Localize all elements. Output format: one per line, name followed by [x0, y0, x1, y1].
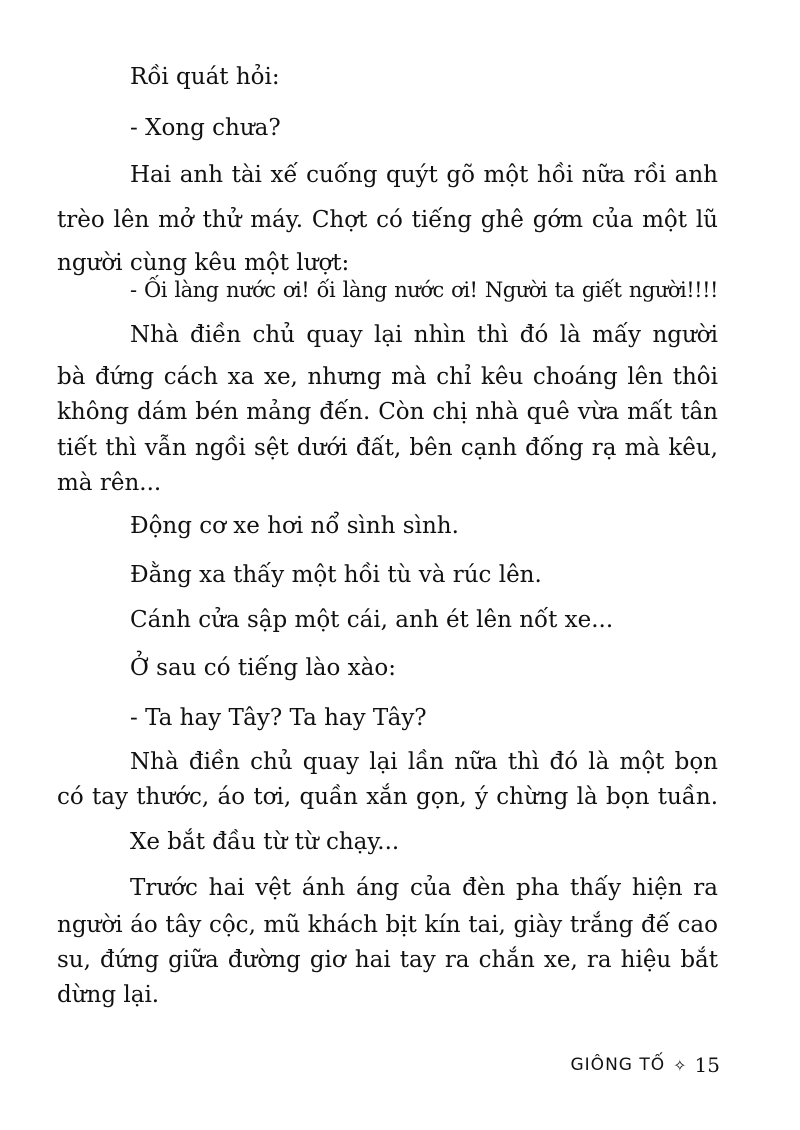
text-line: Động cơ xe hơi nổ sình sình. — [130, 513, 459, 539]
text-line: bà đứng cách xa xe, nhưng mà chỉ kêu choáng lên thôi — [57, 364, 718, 390]
text-line: trèo lên mở thử máy. Chợt có tiếng ghê gớm của một lũ — [57, 207, 718, 233]
text-line: người áo tây cộc, mũ khách bịt kín tai, giày trắng đế cao — [57, 912, 718, 938]
ornament-icon: ✧ — [673, 1055, 687, 1075]
text-line: Cánh cửa sập một cái, anh ét lên nốt xe... — [130, 607, 614, 633]
text-line: Nhà điền chủ quay lại lần nữa thì đó là một bọn — [130, 749, 718, 775]
text-line: dừng lại. — [57, 982, 160, 1008]
text-line: Xe bắt đầu từ từ chạy... — [130, 829, 400, 855]
text-line: Trước hai vệt ánh áng của đèn pha thấy hiện ra — [130, 875, 718, 901]
running-title: GIÔNG TỐ — [570, 1055, 666, 1075]
text-line: có tay thước, áo tơi, quần xắn gọn, ý chừng là bọn tuần. — [57, 784, 718, 810]
text-line: người cùng kêu một lượt: — [57, 250, 350, 276]
text-line: Nhà điền chủ quay lại nhìn thì đó là mấy người — [130, 322, 718, 348]
text-line: tiết thì vẫn ngồi sệt dưới đất, bên cạnh đống rạ mà kêu, — [57, 435, 718, 461]
text-line: - Ối làng nước ơi! ối làng nước ơi! Người ta giết người!!!! — [130, 278, 718, 302]
text-line: - Ta hay Tây? Ta hay Tây? — [130, 705, 427, 731]
text-line: - Xong chưa? — [130, 115, 281, 141]
page-number: 15 — [694, 1053, 720, 1077]
page-footer — [560, 1050, 720, 1080]
text-line: Hai anh tài xế cuống quýt gõ một hồi nữa rồi anh — [130, 162, 718, 188]
text-line: su, đứng giữa đường giơ hai tay ra chắn xe, ra hiệu bắt — [57, 947, 718, 973]
text-line: Đằng xa thấy một hồi tù và rúc lên. — [130, 562, 542, 588]
text-line: Rồi quát hỏi: — [130, 64, 280, 90]
text-line: mà rên... — [57, 470, 162, 496]
text-line: Ở sau có tiếng lào xào: — [130, 655, 396, 681]
text-line: không dám bén mảng đến. Còn chị nhà quê vừa mất tân — [57, 399, 718, 425]
